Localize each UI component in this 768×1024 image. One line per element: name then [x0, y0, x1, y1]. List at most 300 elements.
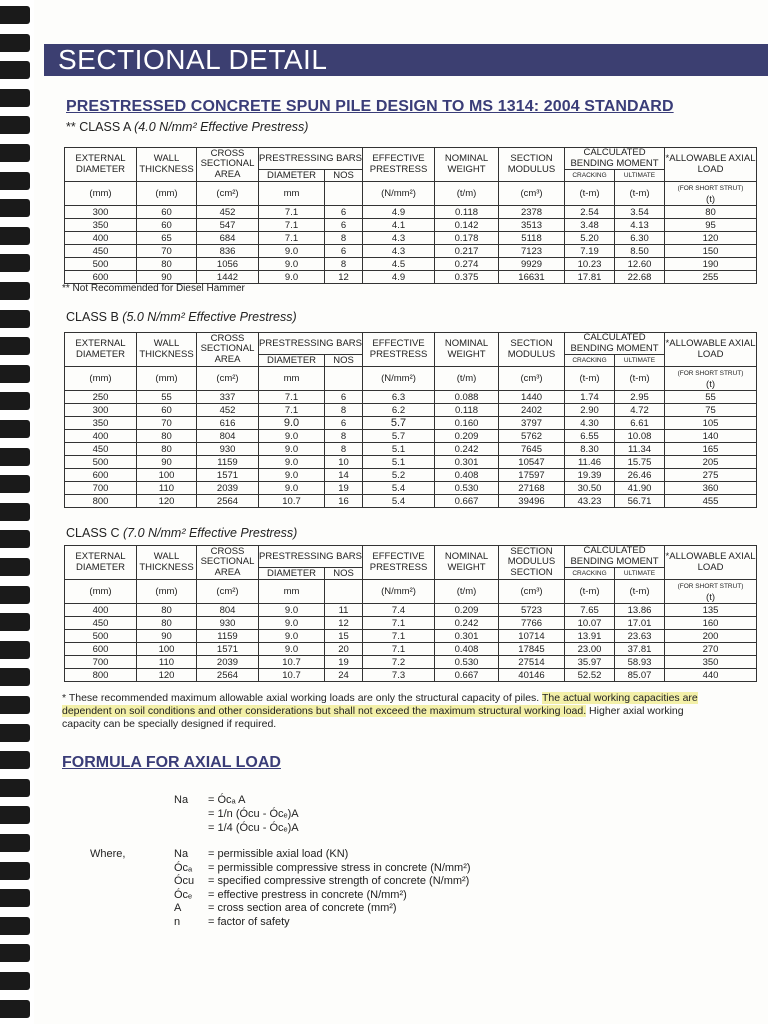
table-cell: 0.242	[435, 443, 499, 456]
table-cell: 5.4	[363, 495, 435, 508]
definition-text: = effective prestress in concrete (N/mm²)	[208, 888, 407, 901]
unit-moment: (t-m)	[615, 182, 665, 206]
table-cell: 7.1	[363, 630, 435, 643]
table-cell: 150	[665, 245, 757, 258]
table-cell: 7.65	[565, 604, 615, 617]
table-row	[65, 258, 757, 271]
table-cell: 110	[137, 656, 197, 669]
table-cell: 0.274	[435, 258, 499, 271]
table-cell: 100	[137, 469, 197, 482]
unit-area: (cm²)	[197, 182, 259, 206]
table-cell: 0.667	[435, 669, 499, 682]
binding-ring	[0, 613, 30, 631]
table-cell: 11	[325, 604, 363, 617]
table-cell: 6.30	[615, 232, 665, 245]
table-cell: 1442	[197, 271, 259, 284]
table-cell: 1571	[197, 469, 259, 482]
th-cross-sectional-area: CROSS SECTIONAL AREA	[197, 333, 259, 367]
table-cell: 12.60	[615, 258, 665, 271]
th-diameter: DIAMETER	[259, 568, 325, 580]
binding-ring	[0, 503, 30, 521]
table-cell: 0.667	[435, 495, 499, 508]
table-cell: 3.48	[565, 219, 615, 232]
table-cell: 16631	[499, 271, 565, 284]
th-prestressing-bars: PRESTRESSING BARS	[259, 333, 363, 355]
table-cell: 11.34	[615, 443, 665, 456]
table-cell: 5723	[499, 604, 565, 617]
binding-ring	[0, 6, 30, 24]
unit-weight: (t/m)	[435, 580, 499, 604]
table-cell: 455	[665, 495, 757, 508]
table-cell: 23.63	[615, 630, 665, 643]
table-cell: 616	[197, 417, 259, 430]
table-cell: 5.1	[363, 443, 435, 456]
table-cell: 9.0	[259, 469, 325, 482]
table-cell: 450	[65, 245, 137, 258]
binding-ring	[0, 116, 30, 134]
unit-modulus: (cm³)	[499, 182, 565, 206]
definition-text: = specified compressive strength of concrete (N/mm²)	[208, 875, 470, 887]
table-cell: 337	[197, 391, 259, 404]
th-external-diameter: EXTERNAL DIAMETER	[65, 546, 137, 580]
table-cell: 700	[65, 482, 137, 495]
table-cell: 13.86	[615, 604, 665, 617]
table-cell: 4.9	[363, 206, 435, 219]
table-cell: 17597	[499, 469, 565, 482]
table-cell: 0.088	[435, 391, 499, 404]
table-cell: 9.0	[259, 617, 325, 630]
table-cell: 23.00	[565, 643, 615, 656]
table-cell: 135	[665, 604, 757, 617]
table-cell: 39496	[499, 495, 565, 508]
definition-symbol: Ócu	[174, 875, 195, 887]
table-cell: 16	[325, 495, 363, 508]
table-cell: 547	[197, 219, 259, 232]
table-cell: 19.39	[565, 469, 615, 482]
table-cell: 37.81	[615, 643, 665, 656]
table-cell: 10547	[499, 456, 565, 469]
unit-mm: (mm)	[137, 580, 197, 604]
th-allowable-axial-load: *ALLOWABLE AXIAL LOAD	[665, 333, 757, 367]
table-cell: 9.0	[259, 245, 325, 258]
definition-symbol: n	[174, 915, 181, 928]
table-cell: 90	[137, 456, 197, 469]
th-section-modulus: SECTION MODULUS	[499, 148, 565, 182]
class-b-label: CLASS B (5.0 N/mm² Effective Prestress)	[66, 310, 297, 324]
th-cracking: CRACKING	[565, 170, 615, 182]
binding-ring	[0, 254, 30, 272]
table-cell: 120	[137, 495, 197, 508]
table-cell: 452	[197, 206, 259, 219]
binding-ring	[0, 806, 30, 824]
table-cell: 205	[665, 456, 757, 469]
table-cell: 1056	[197, 258, 259, 271]
unit-moment: (t-m)	[565, 367, 615, 391]
table-cell: 17845	[499, 643, 565, 656]
binding-ring	[0, 89, 30, 107]
table-cell: 43.23	[565, 495, 615, 508]
table-cell: 2564	[197, 495, 259, 508]
table-cell: 90	[137, 271, 197, 284]
class-c-label: CLASS C (7.0 N/mm² Effective Prestress)	[66, 526, 298, 540]
table-cell: 2039	[197, 482, 259, 495]
table-row	[65, 456, 757, 469]
table-cell: 9.0	[259, 443, 325, 456]
table-cell: 600	[65, 469, 137, 482]
binding-ring	[0, 586, 30, 604]
table-cell: 4.9	[363, 271, 435, 284]
table-cell: 5.1	[363, 456, 435, 469]
class-a-note: ** Not Recommended for Diesel Hammer	[62, 283, 245, 294]
binding-ring	[0, 34, 30, 52]
table-cell: 5.4	[363, 482, 435, 495]
binding-ring	[0, 944, 30, 962]
unit-weight: (t/m)	[435, 367, 499, 391]
unit-dia: mm	[259, 580, 325, 604]
unit-load: (FOR SHORT STRUT) (t)	[665, 182, 757, 206]
table-cell: 7.1	[259, 206, 325, 219]
table-cell: 10.23	[565, 258, 615, 271]
table-row	[65, 271, 757, 284]
unit-dia: mm	[259, 367, 325, 391]
table-cell: 9.0	[259, 271, 325, 284]
table-cell: 2039	[197, 656, 259, 669]
table-cell: 6	[325, 245, 363, 258]
binding-ring	[0, 392, 30, 410]
table-cell: 13.91	[565, 630, 615, 643]
table-cell: 0.242	[435, 617, 499, 630]
table-cell: 9.0	[259, 258, 325, 271]
binding-ring	[0, 1000, 30, 1018]
table-cell: 0.118	[435, 404, 499, 417]
binding-ring	[0, 199, 30, 217]
table-cell: 300	[65, 206, 137, 219]
table-row	[65, 404, 757, 417]
table-cell: 500	[65, 258, 137, 271]
table-cell: 400	[65, 604, 137, 617]
th-cracking: CRACKING	[565, 355, 615, 367]
binding-ring	[0, 365, 30, 383]
table-cell: 8	[325, 258, 363, 271]
table-cell: 26.46	[615, 469, 665, 482]
unit-mm: (mm)	[65, 580, 137, 604]
table-cell: 9.0	[259, 630, 325, 643]
formula-eq2: = 1/n (Ócu - Ócₑ)A	[208, 808, 299, 820]
table-cell: 7123	[499, 245, 565, 258]
binding-ring	[0, 779, 30, 797]
definition-text: = cross section area of concrete (mm²)	[208, 902, 397, 914]
table-cell: 6.55	[565, 430, 615, 443]
table-cell: 930	[197, 617, 259, 630]
table-row	[65, 495, 757, 508]
table-cell: 7.4	[363, 604, 435, 617]
th-cracking: CRACKING	[565, 568, 615, 580]
table-cell: 9.0	[259, 417, 325, 430]
th-prestressing-bars: PRESTRESSING BARS	[259, 148, 363, 170]
table-cell: 450	[65, 617, 137, 630]
unit-weight: (t/m)	[435, 182, 499, 206]
table-cell: 6	[325, 391, 363, 404]
table-cell: 19	[325, 482, 363, 495]
table-cell: 5762	[499, 430, 565, 443]
unit-nos	[325, 367, 363, 391]
table-cell: 700	[65, 656, 137, 669]
table-cell: 2.90	[565, 404, 615, 417]
table-cell: 7.19	[565, 245, 615, 258]
table-cell: 7645	[499, 443, 565, 456]
table-cell: 10.08	[615, 430, 665, 443]
table-cell: 3797	[499, 417, 565, 430]
definition-symbol: A	[174, 902, 182, 914]
table-cell: 17.01	[615, 617, 665, 630]
binding-ring	[0, 834, 30, 852]
table-cell: 3513	[499, 219, 565, 232]
table-cell: 9.0	[259, 430, 325, 443]
table-row	[65, 219, 757, 232]
th-nos: NOS	[325, 568, 363, 580]
binding-ring	[0, 530, 30, 548]
th-ultimate: ULTIMATE	[615, 355, 665, 367]
table-cell: 7766	[499, 617, 565, 630]
table-cell: 27514	[499, 656, 565, 669]
binding-ring	[0, 172, 30, 190]
table-cell: 400	[65, 430, 137, 443]
short-strut-note: (FOR SHORT STRUT)	[677, 370, 744, 377]
table-cell: 55	[137, 391, 197, 404]
table-cell: 12	[325, 617, 363, 630]
table-cell: 2564	[197, 669, 259, 682]
table-cell: 30.50	[565, 482, 615, 495]
th-external-diameter: EXTERNAL DIAMETER	[65, 148, 137, 182]
table-cell: 5.7	[363, 430, 435, 443]
table-cell: 8	[325, 443, 363, 456]
table-cell: 5.7	[363, 417, 435, 430]
th-wall-thickness: WALL THICKNESS	[137, 148, 197, 182]
definition-text: = factor of safety	[208, 915, 290, 928]
table-cell: 8	[325, 404, 363, 417]
short-strut-note: (FOR SHORT STRUT)	[677, 583, 744, 590]
table-cell: 7.1	[363, 643, 435, 656]
definition-symbol: Ócₐ	[174, 861, 193, 874]
section-header: SECTIONAL DETAIL	[44, 44, 768, 76]
table-cell: 200	[665, 630, 757, 643]
table-cell: 6	[325, 417, 363, 430]
spiral-binding	[0, 0, 34, 1024]
table-cell: 0.530	[435, 656, 499, 669]
table-cell: 19	[325, 656, 363, 669]
unit-moment: (t-m)	[615, 580, 665, 604]
table-cell: 2.95	[615, 391, 665, 404]
table-cell: 55	[665, 391, 757, 404]
table-cell: 4.30	[565, 417, 615, 430]
table-cell: 6.2	[363, 404, 435, 417]
table-cell: 100	[137, 643, 197, 656]
table-cell: 12	[325, 271, 363, 284]
th-cross-sectional-area: CROSS SECTIONAL AREA	[197, 148, 259, 182]
binding-ring	[0, 668, 30, 686]
formula-na: Na	[174, 794, 189, 806]
table-cell: 17.81	[565, 271, 615, 284]
table-cell: 41.90	[615, 482, 665, 495]
table-cell: 4.72	[615, 404, 665, 417]
table-cell: 8	[325, 430, 363, 443]
table-cell: 7.1	[259, 232, 325, 245]
table-cell: 190	[665, 258, 757, 271]
unit-nos	[325, 580, 363, 604]
th-effective-prestress: EFFECTIVE PRESTRESS	[363, 546, 435, 580]
table-cell: 6.3	[363, 391, 435, 404]
table-row	[65, 669, 757, 682]
th-allowable-axial-load: *ALLOWABLE AXIAL LOAD	[665, 148, 757, 182]
binding-ring	[0, 696, 30, 714]
table-cell: 1159	[197, 630, 259, 643]
th-external-diameter: EXTERNAL DIAMETER	[65, 333, 137, 367]
table-cell: 1440	[499, 391, 565, 404]
table-cell: 9.0	[259, 456, 325, 469]
table-cell: 2378	[499, 206, 565, 219]
table-cell: 9.0	[259, 643, 325, 656]
table-row	[65, 482, 757, 495]
binding-ring	[0, 448, 30, 466]
binding-ring	[0, 227, 30, 245]
table-cell: 40146	[499, 669, 565, 682]
table-cell: 22.68	[615, 271, 665, 284]
page-title: PRESTRESSED CONCRETE SPUN PILE DESIGN TO MS 1314: 2004 STANDARD	[66, 98, 674, 115]
table-cell: 60	[137, 219, 197, 232]
table-cell: 10714	[499, 630, 565, 643]
table-cell: 80	[137, 443, 197, 456]
definition-symbol: Na	[174, 848, 189, 860]
table-row	[65, 443, 757, 456]
table-cell: 1159	[197, 456, 259, 469]
table-row	[65, 430, 757, 443]
class-a-label: ** CLASS A (4.0 N/mm² Effective Prestress)	[66, 120, 309, 134]
unit-prestress: (N/mm²)	[363, 367, 435, 391]
class-c-table	[64, 545, 757, 682]
class-a-table	[64, 147, 757, 284]
table-cell: 6.61	[615, 417, 665, 430]
unit-load: (FOR SHORT STRUT) (t)	[665, 580, 757, 604]
th-ultimate: ULTIMATE	[615, 170, 665, 182]
table-cell: 7.1	[259, 404, 325, 417]
unit-load: (FOR SHORT STRUT) (t)	[665, 367, 757, 391]
th-prestressing-bars: PRESTRESSING BARS	[259, 546, 363, 568]
binding-ring	[0, 862, 30, 880]
table-cell: 3.54	[615, 206, 665, 219]
formula-title: FORMULA FOR AXIAL LOAD	[62, 754, 281, 771]
table-row	[65, 206, 757, 219]
binding-ring	[0, 282, 30, 300]
table-cell: 7.1	[363, 617, 435, 630]
table-cell: 85.07	[615, 669, 665, 682]
table-cell: 250	[65, 391, 137, 404]
table-cell: 0.160	[435, 417, 499, 430]
formula-eq1: = Ócₐ A	[208, 794, 246, 806]
formula-eq3: = 1/4 (Ócu - Ócₑ)A	[208, 822, 299, 834]
table-cell: 350	[65, 219, 137, 232]
definition-text: = permissible compressive stress in concrete (N/mm²)	[208, 861, 471, 874]
table-cell: 80	[137, 617, 197, 630]
footnote: * These recommended maximum allowable axial working loads are only the structural capacity of piles. The actual working capacities are dependent on soil conditions and other considerations but shall not exceed the maximum structural working load. Higher axial working capacity can be specially designed if required.	[62, 692, 698, 730]
th-effective-prestress: EFFECTIVE PRESTRESS	[363, 333, 435, 367]
table-cell: 80	[137, 604, 197, 617]
table-cell: 15.75	[615, 456, 665, 469]
table-cell: 10.7	[259, 495, 325, 508]
table-cell: 684	[197, 232, 259, 245]
th-diameter: DIAMETER	[259, 355, 325, 367]
th-bending-moment: CALCULATED BENDING MOMENT	[565, 546, 665, 568]
th-wall-thickness: WALL THICKNESS	[137, 546, 197, 580]
table-cell: 800	[65, 495, 137, 508]
table-cell: 452	[197, 404, 259, 417]
table-cell: 6	[325, 219, 363, 232]
table-cell: 8.30	[565, 443, 615, 456]
table-cell: 15	[325, 630, 363, 643]
binding-ring	[0, 337, 30, 355]
unit-prestress: (N/mm²)	[363, 182, 435, 206]
table-cell: 7.3	[363, 669, 435, 682]
table-row	[65, 604, 757, 617]
th-bending-moment: CALCULATED BENDING MOMENT	[565, 148, 665, 170]
table-cell: 10.7	[259, 669, 325, 682]
table-cell: 0.408	[435, 643, 499, 656]
table-row	[65, 417, 757, 430]
unit-area: (cm²)	[197, 580, 259, 604]
unit-modulus: (cm³)	[499, 367, 565, 391]
table-cell: 0.301	[435, 456, 499, 469]
table-cell: 836	[197, 245, 259, 258]
definition-text: = permissible axial load (KN)	[208, 848, 349, 860]
table-cell: 5.2	[363, 469, 435, 482]
th-nos: NOS	[325, 170, 363, 182]
table-row	[65, 643, 757, 656]
table-cell: 0.142	[435, 219, 499, 232]
table-cell: 60	[137, 206, 197, 219]
table-row	[65, 232, 757, 245]
table-cell: 120	[137, 669, 197, 682]
short-strut-note: (FOR SHORT STRUT)	[677, 185, 744, 192]
table-cell: 95	[665, 219, 757, 232]
table-cell: 270	[665, 643, 757, 656]
unit-prestress: (N/mm²)	[363, 580, 435, 604]
formula-where: Where,	[90, 848, 126, 860]
unit-dia: mm	[259, 182, 325, 206]
table-cell: 350	[665, 656, 757, 669]
table-cell: 1571	[197, 643, 259, 656]
unit-moment: (t-m)	[565, 580, 615, 604]
th-diameter: DIAMETER	[259, 170, 325, 182]
table-cell: 24	[325, 669, 363, 682]
table-cell: 110	[137, 482, 197, 495]
table-cell: 440	[665, 669, 757, 682]
unit-moment: (t-m)	[565, 182, 615, 206]
unit-modulus: (cm³)	[499, 580, 565, 604]
binding-ring	[0, 310, 30, 328]
table-cell: 10.07	[565, 617, 615, 630]
table-cell: 165	[665, 443, 757, 456]
table-cell: 9929	[499, 258, 565, 271]
table-cell: 5.20	[565, 232, 615, 245]
th-cross-sectional-area: CROSS SECTIONAL AREA	[197, 546, 259, 580]
table-cell: 0.301	[435, 630, 499, 643]
table-cell: 160	[665, 617, 757, 630]
table-row	[65, 630, 757, 643]
table-cell: 27168	[499, 482, 565, 495]
table-cell: 0.408	[435, 469, 499, 482]
binding-ring	[0, 917, 30, 935]
table-cell: 52.52	[565, 669, 615, 682]
th-allowable-axial-load: *ALLOWABLE AXIAL LOAD	[665, 546, 757, 580]
